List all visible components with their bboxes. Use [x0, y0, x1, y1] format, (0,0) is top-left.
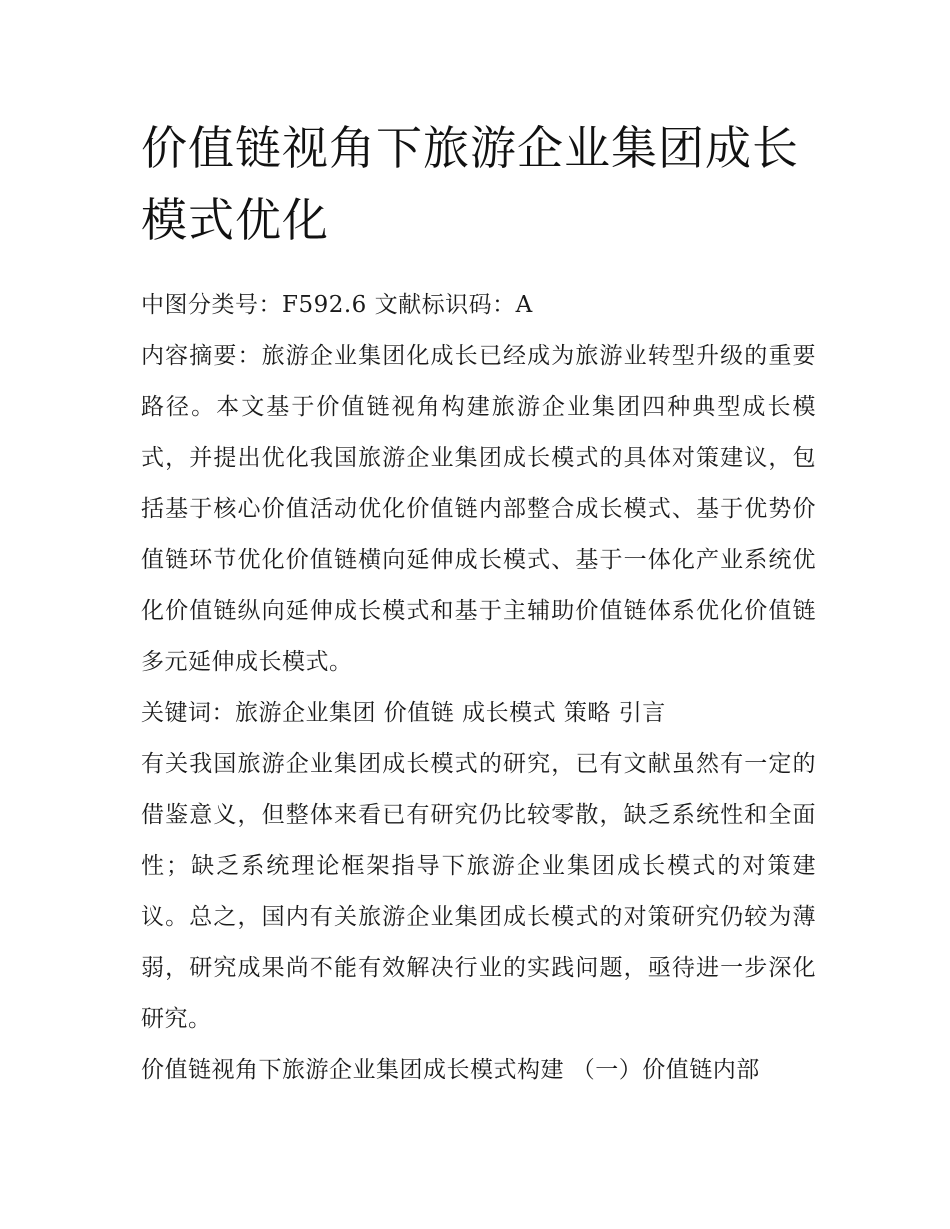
section-heading-line: 价值链视角下旅游企业集团成长模式构建 （一）价值链内部	[141, 1057, 760, 1083]
keywords-line: 关键词：旅游企业集团 价值链 成长模式 策略 引言	[141, 700, 666, 726]
document-body	[141, 112, 816, 1096]
document-title: 价值链视角下旅游企业集团成长模式优化	[141, 121, 799, 247]
abstract-paragraph: 内容摘要：旅游企业集团化成长已经成为旅游业转型升级的重要路径。本文基于价值链视角构建旅游企业集团四种典型成长模式，并提出优化我国旅游企业集团成长模式的具体对策建议，包括基于核心价值活动优化价值链内部整合成长模式、基于优势价值链环节优化价值链横向延伸成长模式、基于一体化产业系统优化价值链纵向延伸成长模式和基于主辅助价值链体系优化价值链多元延伸成长模式。	[141, 343, 816, 675]
classification-line: 中图分类号：F592.6 文献标识码：A	[141, 292, 533, 318]
intro-paragraph: 有关我国旅游企业集团成长模式的研究，已有文献虽然有一定的借鉴意义，但整体来看已有研究仍比较零散，缺乏系统性和全面性；缺乏系统理论框架指导下旅游企业集团成长模式的对策建议。总之，国内有关旅游企业集团成长模式的对策研究仍较为薄弱，研究成果尚不能有效解决行业的实践问题，亟待进一步深化研究。	[141, 751, 816, 1032]
